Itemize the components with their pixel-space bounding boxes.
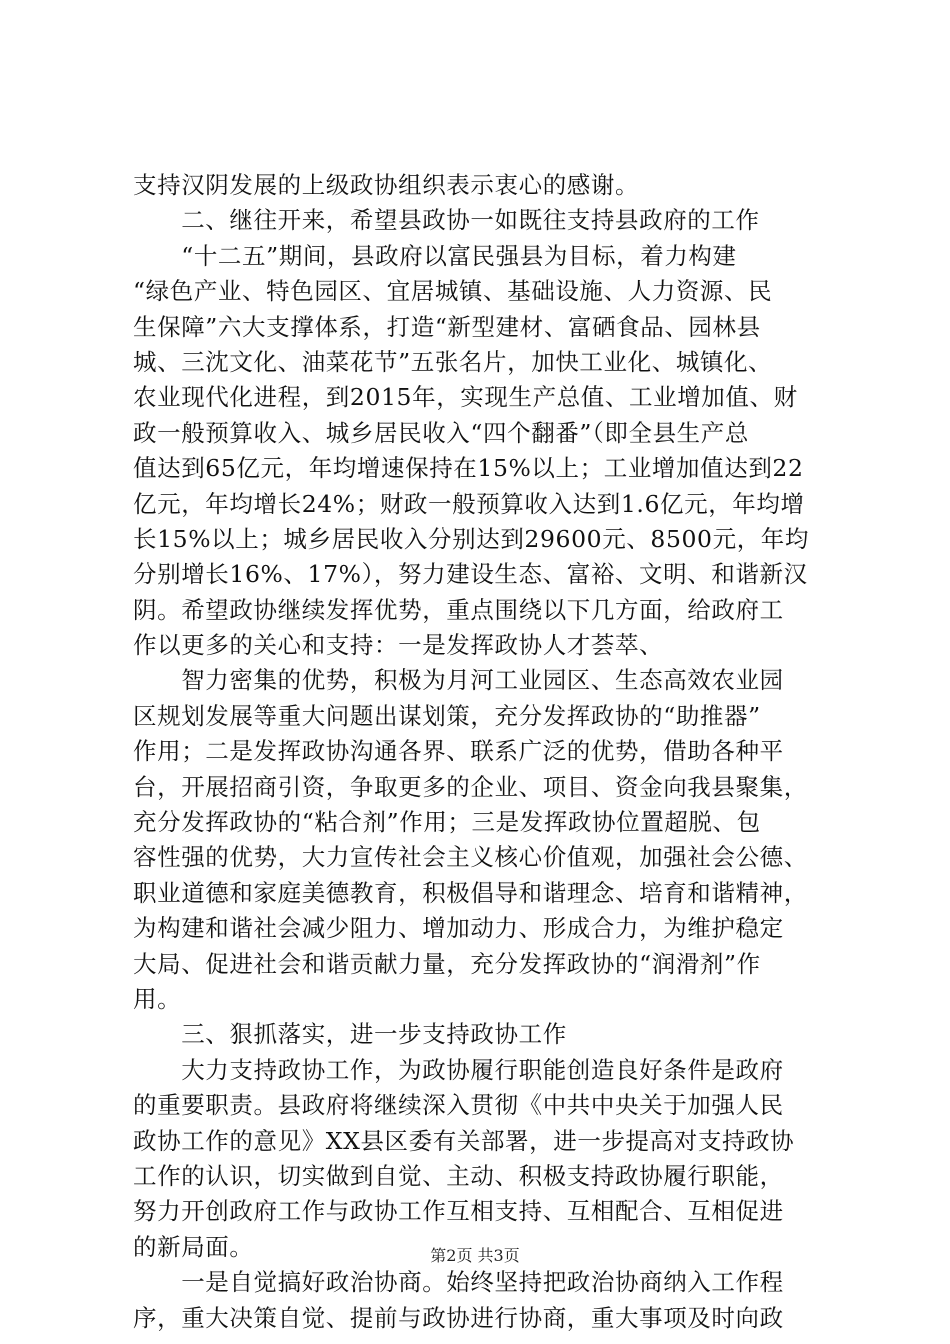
text-line: 职业道德和家庭美德教育，积极倡导和谐理念、培育和谐精神， [133,878,808,907]
text-line: 序，重大决策自觉、提前与政协进行协商，重大事项及时向政 [133,1303,784,1332]
text-line: 农业现代化进程，到2015年，实现生产总值、工业增加值、财 [133,383,798,412]
page-footer: 第2页 共3页 [430,1246,520,1265]
text-line: 生保障”六大支撑体系，打造“新型建材、富硒食品、园林县 [133,312,761,341]
text-line: 工作的认识，切实做到自觉、主动、积极支持政协履行职能， [133,1161,784,1190]
text-line: 一是自觉搞好政治协商。始终坚持把政治协商纳入工作程 [133,1268,784,1297]
text-line: 台，开展招商引资，争取更多的企业、项目、资金向我县聚集， [133,772,808,801]
text-line: 的新局面。 [133,1232,254,1261]
text-line: 城、三沈文化、油菜花节”五张名片，加快工业化、城镇化、 [133,347,773,376]
text-line: 智力密集的优势，积极为月河工业园区、生态高效农业园 [133,666,784,695]
text-line: 亿元，年均增长24%；财政一般预算收入达到1.6亿元，年均增 [133,489,805,518]
text-line: 分别增长16%、17%），努力建设生态、富裕、文明、和谐新汉 [133,560,808,589]
text-line: 长15%以上；城乡居民收入分别达到29600元、8500元，年均 [133,524,809,553]
text-line: 为构建和谐社会减少阻力、增加动力、形成合力，为维护稳定 [133,914,784,943]
text-line: 充分发挥政协的“粘合剂”作用；三是发挥政协位置超脱、包 [133,808,761,837]
text-line: 支持汉阴发展的上级政协组织表示衷心的感谢。 [133,171,640,199]
text-line: 阴。希望政协继续发挥优势，重点围绕以下几方面，给政府工 [133,595,784,624]
text-line: 大局、促进社会和谐贡献力量，充分发挥政协的“润滑剂”作 [133,949,761,978]
text-line: 用。 [133,984,182,1013]
text-line: 政协工作的意见》XX县区委有关部署，进一步提高对支持政协 [133,1126,795,1155]
text-line: 值达到65亿元，年均增速保持在15%以上；工业增加值达到22 [133,454,804,483]
text-line: 二、继往开来，希望县政协一如既往支持县政府的工作 [133,206,760,235]
text-line: 区规划发展等重大问题出谋划策，充分发挥政协的“助推器” [133,701,761,730]
text-line: 努力开创政府工作与政协工作互相支持、互相配合、互相促进 [133,1197,784,1226]
text-line: 作用；二是发挥政协沟通各界、联系广泛的优势，借助各种平 [133,737,784,766]
text-line: “十二五”期间，县政府以富民强县为目标，着力构建 [133,241,737,270]
text-line: “绿色产业、特色园区、宜居城镇、基础设施、人力资源、民 [133,277,773,306]
body-text [133,168,833,1336]
text-line: 大力支持政协工作，为政协履行职能创造良好条件是政府 [133,1055,784,1084]
text-line: 容性强的优势，大力宣传社会主义核心价值观，加强社会公德、 [133,843,808,872]
text-line: 的重要职责。县政府将继续深入贯彻《中共中央关于加强人民 [133,1091,784,1120]
text-line: 政一般预算收入、城乡居民收入“四个翻番”（即全县生产总 [133,418,749,447]
text-line: 作以更多的关心和支持：一是发挥政协人才荟萃、 [133,631,664,660]
text-line: 三、狠抓落实，进一步支持政协工作 [133,1020,567,1049]
